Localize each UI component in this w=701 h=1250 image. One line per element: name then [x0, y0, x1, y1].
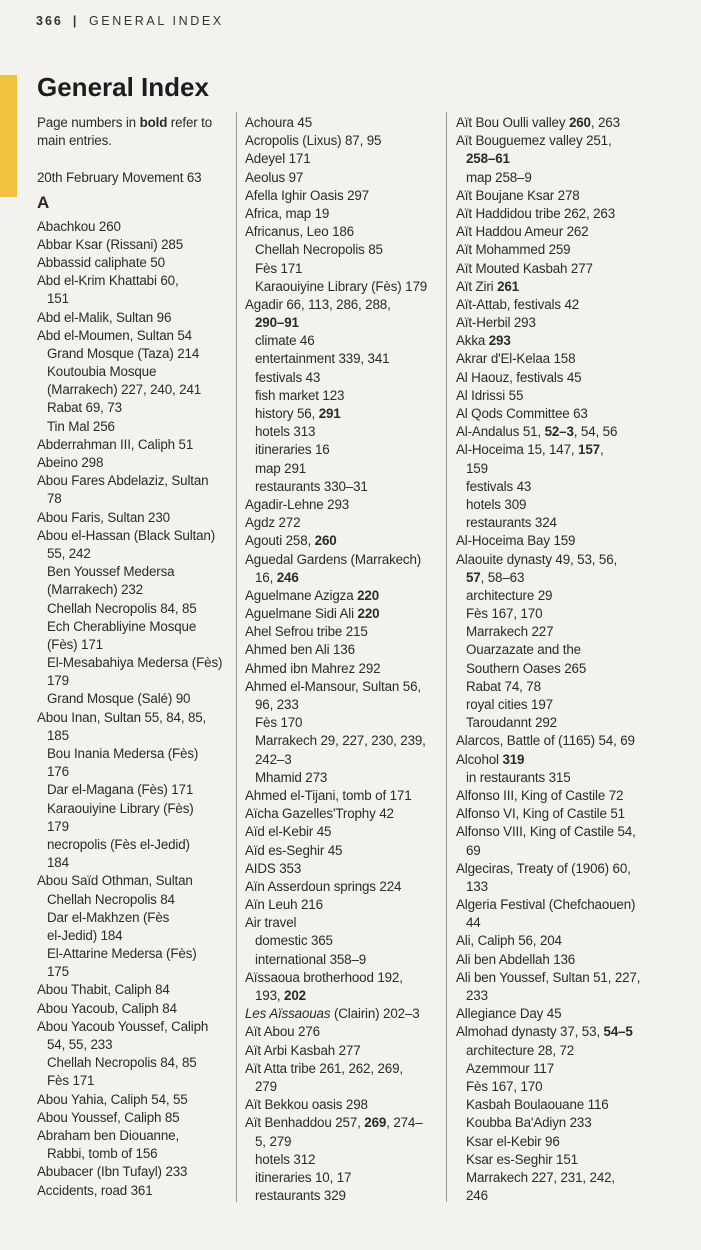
index-entry: Algeria Festival (Chefchaouen)	[456, 897, 636, 913]
index-entry: main entries.	[37, 133, 112, 149]
index-entry: Akka 293	[456, 333, 511, 349]
page-number: 366	[36, 14, 63, 28]
index-subentry: hotels 312	[255, 1151, 316, 1167]
index-entry: Air travel	[245, 915, 297, 931]
index-subentry: Bou Inania Medersa (Fès)	[47, 746, 199, 761]
index-entry: Abeino 298	[37, 455, 104, 470]
index-entry: Allegiance Day 45	[456, 1006, 562, 1022]
index-entry: Ahmed el-Tijani, tomb of 171	[245, 787, 412, 803]
index-subentry: Dar el-Magana (Fès) 171	[47, 782, 194, 798]
index-entry: Abachkou 260	[37, 218, 121, 234]
section-letter: A	[37, 192, 50, 212]
index-entry: Aït Atta tribe 261, 262, 269,	[245, 1060, 403, 1076]
index-subentry: 44	[466, 915, 481, 931]
index-entry: Aït-Attab, festivals 42	[456, 296, 580, 312]
index-subentry: (Marrakech) 227, 240, 241	[47, 382, 202, 398]
index-entry: Abou Fares Abdelaziz, Sultan	[37, 473, 209, 489]
index-subentry: Ech Cherabliyine Mosque	[47, 618, 197, 634]
index-entry: Africanus, Leo 186	[245, 224, 354, 240]
index-entry: Agouti 258, 260	[245, 533, 337, 549]
index-subentry: El-Mesabahiya Medersa (Fès)	[47, 655, 223, 671]
index-entry: Acropolis (Lixus) 87, 95	[245, 133, 382, 149]
index-entry: Page numbers in bold refer to	[37, 115, 213, 130]
index-subentry: Marrakech 227	[466, 624, 554, 640]
index-entry: Ahmed el-Mansour, Sultan 56,	[245, 678, 421, 694]
index-entry: Agadir 66, 113, 286, 288,	[245, 296, 391, 312]
index-entry: Aguelmane Sidi Ali 220	[245, 606, 380, 622]
index-entry: Al Idrissi 55	[456, 387, 524, 403]
column-divider-2	[446, 112, 447, 1202]
index-subentry: Rabat 69, 73	[47, 400, 122, 416]
index-entry: Abd el-Krim Khattabi 60,	[37, 273, 179, 289]
index-subentry: 78	[47, 491, 62, 507]
index-subentry: 185	[47, 727, 69, 743]
index-subentry: Taroudannt 292	[466, 715, 557, 731]
index-subentry: 233	[466, 988, 488, 1003]
index-subentry: Marrakech 29, 227, 230, 239,	[255, 733, 426, 749]
index-subentry: 55, 242	[47, 545, 91, 561]
index-subentry: Fès 171	[255, 260, 303, 276]
index-entry: Abou Youssef, Caliph 85	[37, 1109, 180, 1125]
index-subentry: Koutoubia Mosque	[47, 364, 157, 380]
index-entry: Aït Bouguemez valley 251,	[456, 133, 612, 149]
index-entry: Les Aïssaouas (Clairin) 202–3	[245, 1006, 420, 1022]
index-subentry: (Fès) 171	[47, 636, 103, 652]
index-entry: Abderrahman III, Caliph 51	[37, 436, 194, 452]
index-entry: Accidents, road 361	[37, 1182, 153, 1198]
index-entry: Alfonso III, King of Castile 72	[456, 787, 624, 803]
index-entry: Aïn Asserdoun springs 224	[245, 878, 402, 894]
index-entry: Akrar d'El-Kelaa 158	[456, 351, 576, 367]
index-column-1	[37, 114, 222, 1200]
index-entry: Algeciras, Treaty of (1906) 60,	[456, 860, 631, 876]
page-title: General Index	[37, 72, 209, 102]
index-subentry: El-Attarine Medersa (Fès)	[47, 946, 197, 962]
index-subentry: royal cities 197	[466, 697, 553, 712]
index-subentry: 179	[47, 673, 69, 689]
index-entry: Al Qods Committee 63	[456, 406, 588, 421]
index-subentry: 16, 246	[255, 569, 299, 585]
running-header	[36, 14, 224, 28]
index-subentry: Chellah Necropolis 85	[255, 242, 383, 258]
index-subentry: Fès 171	[47, 1073, 95, 1089]
section-color-tab	[0, 75, 17, 197]
index-subentry: Southern Oases 265	[466, 660, 587, 676]
index-entry: Aïcha Gazelles'Trophy 42	[245, 806, 394, 822]
index-entry: Alfonso VI, King of Castile 51	[456, 806, 625, 822]
index-subentry: fish market 123	[255, 387, 345, 403]
index-subentry: in restaurants 315	[466, 769, 571, 785]
index-subentry: Ksar es-Seghir 151	[466, 1151, 578, 1167]
index-subentry: hotels 309	[466, 496, 527, 512]
index-entry: Abou Faris, Sultan 230	[37, 509, 170, 525]
header-separator: |	[72, 14, 79, 28]
index-entry: Aïssaoua brotherhood 192,	[245, 969, 403, 985]
index-entry: 20th February Movement 63	[37, 170, 202, 186]
index-entry: Al Haouz, festivals 45	[456, 369, 582, 385]
index-subentry: 96, 233	[255, 697, 299, 712]
index-subentry: itineraries 10, 17	[255, 1169, 352, 1185]
index-subentry: Kasbah Boulaouane 116	[466, 1097, 609, 1113]
index-subentry: Ben Youssef Medersa	[47, 564, 175, 580]
index-subentry: restaurants 324	[466, 515, 557, 531]
index-entry: Alaouite dynasty 49, 53, 56,	[456, 551, 618, 567]
index-entry: Aeolus 97	[245, 169, 304, 185]
index-subentry: 133	[466, 878, 488, 894]
index-subentry: history 56, 291	[255, 406, 341, 421]
index-subentry: Tin Mal 256	[47, 418, 115, 434]
index-entry: Abbar Ksar (Rissani) 285	[37, 236, 183, 252]
index-subentry: 57, 58–63	[466, 569, 525, 585]
index-entry: Afella Ighir Oasis 297	[245, 187, 369, 203]
index-entry: Abou Yahia, Caliph 54, 55	[37, 1091, 188, 1107]
index-entry: Achoura 45	[245, 115, 312, 130]
index-subentry: festivals 43	[255, 369, 321, 385]
index-subentry: 159	[466, 460, 488, 476]
index-entry: Aït Mohammed 259	[456, 242, 571, 258]
index-column-3	[456, 114, 640, 1205]
index-entry: Aït Haddidou tribe 262, 263	[456, 205, 615, 221]
index-subentry: entertainment 339, 341	[255, 351, 390, 367]
index-subentry: 54, 55, 233	[47, 1037, 113, 1052]
index-subentry: necropolis (Fès el-Jedid)	[47, 836, 190, 852]
index-subentry: Rabat 74, 78	[466, 678, 541, 694]
index-entry: Aït Ziri 261	[456, 278, 519, 294]
index-entry: Abd el-Moumen, Sultan 54	[37, 327, 192, 343]
index-entry: Ahel Sefrou tribe 215	[245, 624, 368, 640]
index-subentry: Koubba Ba'Adiyn 233	[466, 1115, 592, 1131]
index-subentry: map 258–9	[466, 169, 532, 185]
index-entry: Aguedal Gardens (Marrakech)	[245, 551, 422, 567]
index-subentry: Fès 167, 170	[466, 606, 543, 622]
index-subentry: Grand Mosque (Salé) 90	[47, 691, 191, 707]
index-entry: Alfonso VIII, King of Castile 54,	[456, 824, 636, 840]
index-subentry: architecture 29	[466, 587, 553, 603]
index-entry: Abbassid caliphate 50	[37, 254, 165, 270]
index-subentry: (Marrakech) 232	[47, 582, 143, 598]
index-entry: Alcohol 319	[456, 751, 525, 767]
index-entry: Ali, Caliph 56, 204	[456, 933, 562, 949]
index-subentry: 179	[47, 818, 69, 834]
index-subentry: Azemmour 117	[466, 1060, 555, 1076]
index-entry: Aït Mouted Kasbah 277	[456, 260, 593, 276]
index-subentry: 193, 202	[255, 988, 306, 1003]
index-subentry: 258–61	[466, 151, 510, 167]
index-entry: Almohad dynasty 37, 53, 54–5	[456, 1024, 633, 1040]
index-subentry: 151	[47, 291, 69, 307]
index-subentry: Fès 167, 170	[466, 1078, 543, 1094]
index-entry: Aït Bekkou oasis 298	[245, 1097, 368, 1113]
index-subentry: Chellah Necropolis 84, 85	[47, 1055, 197, 1071]
index-subentry: 175	[47, 964, 69, 980]
spacer	[37, 150, 222, 169]
index-entry: Ahmed ben Ali 136	[245, 642, 355, 658]
index-subentry: 242–3	[255, 751, 292, 767]
index-entry: Aïd es-Seghir 45	[245, 842, 343, 858]
index-subentry: Ksar el-Kebir 96	[466, 1133, 560, 1149]
index-subentry: festivals 43	[466, 478, 532, 494]
index-entry: Abd el-Malik, Sultan 96	[37, 309, 172, 325]
index-subentry: Chellah Necropolis 84, 85	[47, 600, 197, 616]
index-entry: Ali ben Abdellah 136	[456, 951, 576, 967]
index-entry: Abraham ben Diouanne,	[37, 1127, 180, 1143]
index-subentry: hotels 313	[255, 424, 316, 440]
index-entry: Aït Abou 276	[245, 1024, 320, 1040]
index-subentry: Dar el-Makhzen (Fès	[47, 909, 170, 925]
index-subentry: 184	[47, 855, 69, 871]
running-title: GENERAL INDEX	[88, 14, 224, 28]
index-subentry: el-Jedid) 184	[47, 927, 123, 943]
index-entry: Aït Boujane Ksar 278	[456, 187, 580, 203]
index-subentry: Fès 170	[255, 715, 303, 731]
index-entry: Abou el-Hassan (Black Sultan)	[37, 527, 215, 543]
index-entry: Ahmed ibn Mahrez 292	[245, 660, 381, 676]
index-subentry: Grand Mosque (Taza) 214	[47, 345, 200, 361]
index-entry: Aït Benhaddou 257, 269, 274–	[245, 1115, 423, 1131]
index-subentry: Chellah Necropolis 84	[47, 891, 175, 907]
index-entry: Aïd el-Kebir 45	[245, 824, 332, 840]
index-entry: Abubacer (Ibn Tufayl) 233	[37, 1164, 188, 1180]
index-column-2	[245, 114, 427, 1205]
column-divider-1	[236, 112, 237, 1202]
index-subentry: 279	[255, 1078, 277, 1094]
index-subentry: international 358–9	[255, 951, 367, 967]
index-subentry: Mhamid 273	[255, 769, 328, 785]
index-entry: Al-Andalus 51, 52–3, 54, 56	[456, 424, 618, 440]
index-entry: Abou Yacoub, Caliph 84	[37, 1000, 177, 1016]
index-subentry: domestic 365	[255, 933, 333, 949]
index-subentry: 176	[47, 764, 69, 780]
index-subentry: Ouarzazate and the	[466, 642, 581, 658]
index-subentry: 290–91	[255, 315, 299, 331]
index-subentry: Rabbi, tomb of 156	[47, 1146, 158, 1162]
index-subentry: restaurants 330–31	[255, 478, 368, 494]
index-entry: Aguelmane Azigza 220	[245, 587, 379, 603]
index-entry: Abou Saïd Othman, Sultan	[37, 873, 193, 889]
index-entry: Adeyel 171	[245, 151, 311, 167]
index-subentry: 246	[466, 1188, 488, 1204]
index-entry: Aït Bou Oulli valley 260, 263	[456, 115, 620, 130]
index-entry: Aïn Leuh 216	[245, 897, 323, 913]
index-subentry: map 291	[255, 460, 307, 476]
index-entry: Aït Haddou Ameur 262	[456, 224, 589, 240]
index-subentry: Karaouiyine Library (Fès)	[47, 800, 194, 816]
index-entry: Al-Hoceima 15, 147, 157,	[456, 442, 604, 458]
index-entry: Agadir-Lehne 293	[245, 496, 350, 512]
index-subentry: Karaouiyine Library (Fès) 179	[255, 278, 428, 294]
index-subentry: climate 46	[255, 333, 315, 349]
index-entry: Alarcos, Battle of (1165) 54, 69	[456, 733, 635, 749]
index-entry: Ali ben Youssef, Sultan 51, 227,	[456, 969, 641, 985]
index-subentry: architecture 28, 72	[466, 1042, 575, 1058]
index-entry: Aït Arbi Kasbah 277	[245, 1042, 361, 1058]
index-subentry: Marrakech 227, 231, 242,	[466, 1169, 615, 1185]
index-entry: Abou Yacoub Youssef, Caliph	[37, 1018, 209, 1034]
index-subentry: 5, 279	[255, 1133, 292, 1149]
index-subentry: 69	[466, 842, 481, 858]
index-entry: Al-Hoceima Bay 159	[456, 533, 576, 549]
index-entry: Africa, map 19	[245, 205, 330, 221]
index-entry: Abou Thabit, Caliph 84	[37, 982, 170, 998]
index-entry: Agdz 272	[245, 515, 301, 531]
index-subentry: itineraries 16	[255, 442, 330, 458]
index-subentry: restaurants 329	[255, 1188, 346, 1204]
index-entry: AIDS 353	[245, 860, 302, 876]
index-entry: Abou Inan, Sultan 55, 84, 85,	[37, 709, 207, 725]
index-entry: Aït-Herbil 293	[456, 315, 536, 331]
